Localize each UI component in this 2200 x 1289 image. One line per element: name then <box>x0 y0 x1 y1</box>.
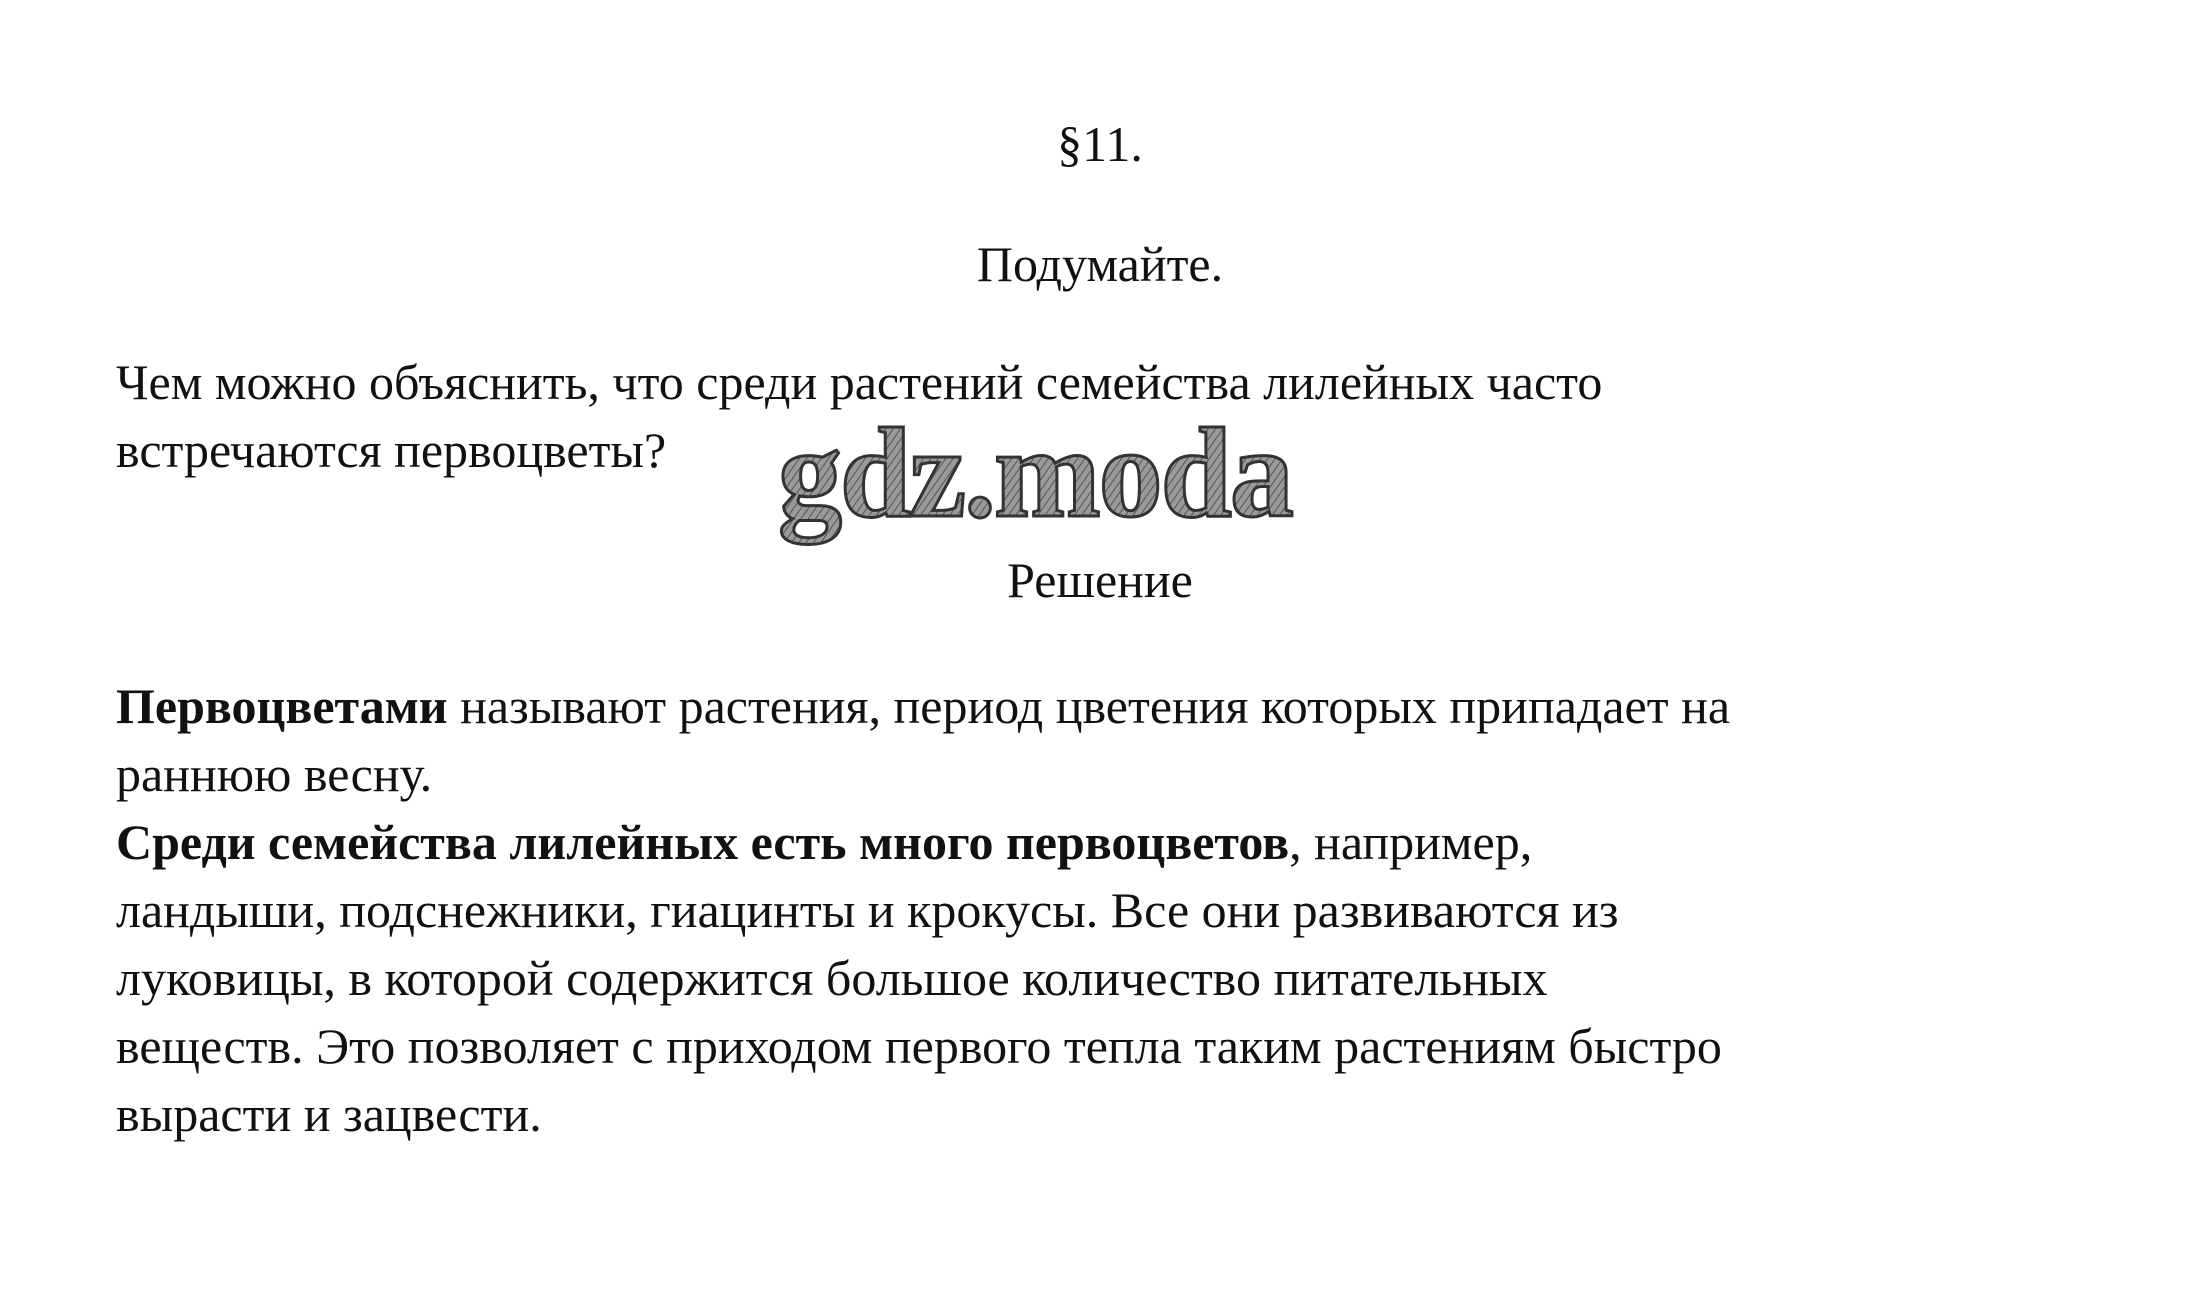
subtitle: Подумайте. <box>976 236 1224 292</box>
question-line: Чем можно объяснить, что среди растений семейства лилейных часто <box>116 354 1603 410</box>
answer-text-run: называют растения, период цветения которых припадает на <box>447 678 1731 734</box>
question-line: встречаются первоцветы? <box>116 422 667 478</box>
answer-text <box>116 672 2116 1148</box>
answer-line <box>116 808 2116 876</box>
section-number: §11. <box>1057 116 1143 172</box>
answer-line: веществ. Это позволяет с приходом первого тепла таким растениям быстро <box>116 1018 1722 1074</box>
answer-statement-bold: Среди семейства лилейных есть много первоцветов <box>116 814 1290 870</box>
solution-heading: Решение <box>1007 552 1193 608</box>
watermark-text: gdz.moda <box>778 408 1292 544</box>
answer-line: раннюю весну. <box>116 746 433 802</box>
answer-line: ландыши, подснежники, гиацинты и крокусы. Все они развиваются из <box>116 882 1619 938</box>
answer-line: вырасти и зацвести. <box>116 1086 542 1142</box>
answer-line: луковицы, в которой содержится большое количество питательных <box>116 950 1548 1006</box>
answer-text-run: , например, <box>1289 814 1533 870</box>
answer-term-bold: Первоцветами <box>116 678 448 734</box>
watermark-logo <box>768 408 1428 558</box>
answer-line <box>116 672 2116 740</box>
